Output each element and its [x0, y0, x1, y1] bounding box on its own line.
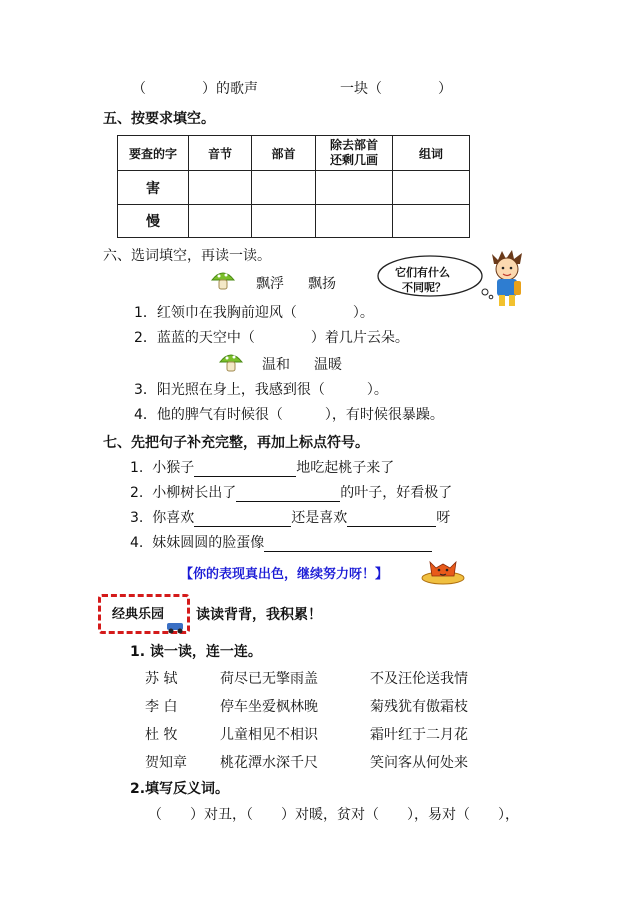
poet-3: 杜 牧: [145, 727, 178, 743]
blank-cell[interactable]: [252, 171, 316, 205]
bubble-line1: 它们有什么: [395, 266, 450, 279]
blank-cell[interactable]: [393, 205, 470, 238]
header-strokes: 除去部首 还剩几画: [316, 136, 393, 171]
blank-line[interactable]: [236, 485, 340, 502]
header-radical: 部首: [252, 136, 316, 171]
choice-sentence-2: 2．蓝蓝的天空中（ ）着几片云朵。: [134, 330, 409, 346]
fox-mascot-icon: [420, 556, 466, 586]
fill-blank-piece: 一块（ ）: [340, 81, 452, 97]
word-choice-2a: 温和: [262, 357, 290, 373]
poem-line-2: 停车坐爱枫林晚: [220, 699, 318, 715]
character-table: [117, 135, 470, 238]
small-car-icon: [164, 618, 188, 636]
section-5-heading: 五、按要求填空。: [103, 111, 215, 127]
mushroom-icon: [218, 350, 244, 372]
header-words: 组词: [393, 136, 470, 171]
cartoon-boy-icon: [484, 250, 532, 308]
blank-line[interactable]: [264, 535, 432, 552]
bubble-line2: 不同呢？: [402, 281, 446, 294]
header-character: 要查的字: [118, 136, 189, 171]
task-1-heading: 1. 读一读，连一连。: [130, 644, 262, 660]
poem-line-1: 荷尽已无擎雨盖: [220, 671, 318, 687]
poet-2: 李 白: [145, 699, 178, 715]
poem-match-2: 菊残犹有傲霜枝: [370, 699, 468, 715]
choice-sentence-3: 3．阳光照在身上，我感到很（ ）。: [134, 382, 388, 398]
complete-sentence-1: 1. 小猴子 地吃起桃子来了: [130, 460, 395, 476]
badge-label: 经典乐园: [112, 607, 165, 622]
blank-cell[interactable]: [393, 171, 470, 205]
poem-match-4: 笑问客从何处来: [370, 755, 468, 771]
poem-line-4: 桃花潭水深千尺: [220, 755, 318, 771]
row-char-man: 慢: [118, 205, 189, 238]
poem-line-3: 儿童相见不相识: [220, 727, 318, 743]
choice-sentence-1: 1．红领巾在我胸前迎风（ ）。: [134, 305, 374, 321]
word-choice-1b: 飘扬: [308, 276, 336, 292]
blank-line[interactable]: [347, 510, 436, 527]
antonym-blanks: （ ）对丑，（ ）对暖，贫对（ ），易对（ ），: [148, 807, 519, 823]
word-choice-1a: 飘浮: [256, 276, 284, 292]
complete-sentence-3: 3. 你喜欢 还是喜欢 呀: [130, 510, 451, 526]
blank-line[interactable]: [194, 510, 291, 527]
poet-4: 贺知章: [145, 755, 187, 771]
poet-1: 苏 轼: [145, 671, 178, 687]
poem-match-3: 霜叶红于二月花: [370, 727, 468, 743]
mushroom-icon: [210, 268, 236, 290]
fill-blank-song: （ ）的歌声: [132, 81, 258, 97]
poem-match-1: 不及汪伦送我情: [370, 671, 468, 687]
task-2-heading: 2.填写反义词。: [130, 781, 230, 797]
section-7-heading: 七、先把句子补充完整，再加上标点符号。: [103, 435, 369, 451]
blank-cell[interactable]: [189, 205, 252, 238]
blank-cell[interactable]: [252, 205, 316, 238]
row-char-hai: 害: [118, 171, 189, 205]
complete-sentence-2: 2. 小柳树长出了 的叶子，好看极了: [130, 485, 453, 501]
blank-cell[interactable]: [189, 171, 252, 205]
praise-banner: 【你的表现真出色，继续努力呀！】: [180, 567, 389, 582]
header-pinyin: 音节: [189, 136, 252, 171]
word-choice-2b: 温暖: [314, 357, 342, 373]
blank-cell[interactable]: [316, 171, 393, 205]
choice-sentence-4: 4．他的脾气有时候很（ ），有时候很暴躁。: [134, 407, 444, 423]
classic-title: 读读背背，我积累！: [196, 607, 322, 623]
blank-cell[interactable]: [316, 205, 393, 238]
section-6-heading: 六、选词填空，再读一读。: [103, 248, 271, 264]
complete-sentence-4: 4. 妹妹圆圆的脸蛋像: [130, 532, 432, 552]
blank-line[interactable]: [194, 460, 296, 477]
